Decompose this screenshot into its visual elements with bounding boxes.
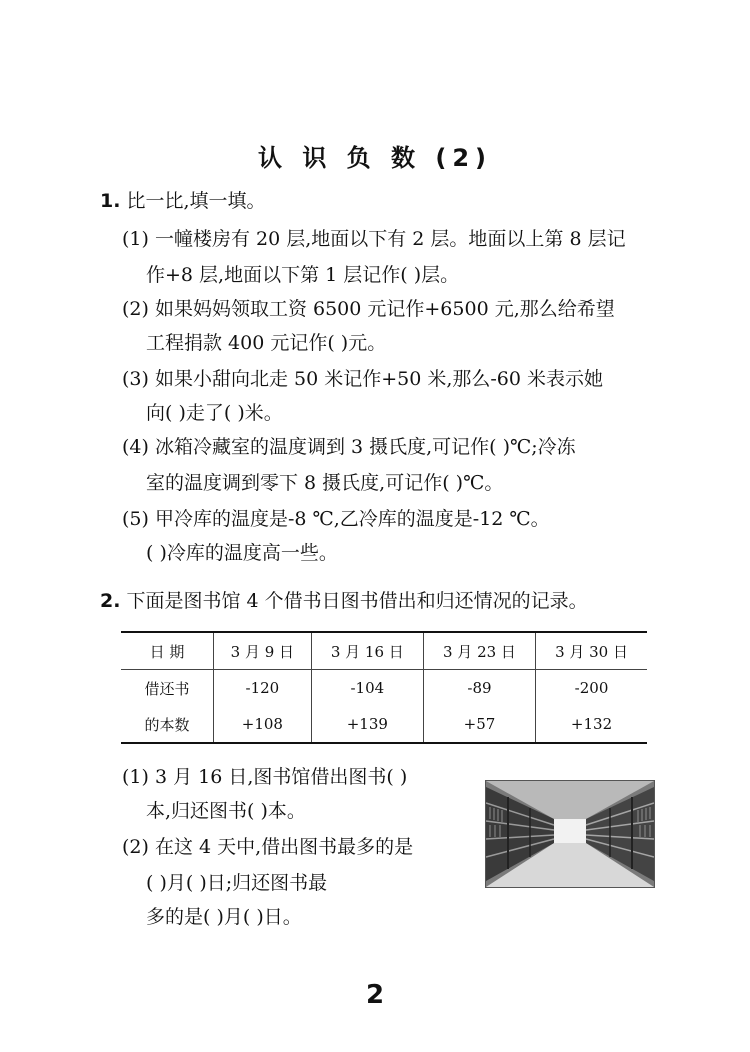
bookshelves-icon (486, 781, 654, 887)
table-cell: +108 (214, 706, 312, 743)
q1-item-4-line-2: 室的温度调到零下 8 摄氏度,可记作( )℃。 (146, 472, 504, 494)
question-2 (100, 588, 588, 614)
q1-item-2-line-2: 工程捐款 400 元记作( )元。 (146, 332, 387, 354)
table-cell: +132 (536, 706, 647, 743)
q2-item-2-line-1: (2) 在这 4 天中,借出图书最多的是 (122, 836, 414, 858)
question-stem: 下面是图书馆 4 个借书日图书借出和归还情况的记录。 (126, 590, 588, 612)
table-cell: +57 (423, 706, 535, 743)
q1-item-4-line-1: (4) 冰箱冷藏室的温度调到 3 摄氏度,可记作( )℃;冷冻 (122, 436, 576, 458)
q1-item-1-line-1: (1) 一幢楼房有 20 层,地面以下有 2 层。地面以上第 8 层记 (122, 228, 626, 250)
table-cell: -200 (536, 670, 647, 707)
q2-item-2-line-2: ( )月( )日;归还图书最 (146, 872, 328, 894)
page-title: 认 识 负 数 (2) (257, 144, 493, 172)
table-cell: -120 (214, 670, 312, 707)
table-row (121, 706, 647, 743)
row-label: 借还书 (144, 679, 190, 698)
q1-item-3-line-2: 向( )走了( )米。 (146, 402, 283, 424)
question-1 (100, 188, 266, 214)
q1-item-5-line-1: (5) 甲冷库的温度是-8 ℃,乙冷库的温度是-12 ℃。 (122, 508, 550, 530)
table-cell: -104 (311, 670, 423, 707)
question-number: 1. (100, 190, 121, 212)
question-number: 2. (100, 590, 121, 612)
q1-item-5-line-2: ( )冷库的温度高一些。 (146, 542, 338, 564)
table-row (121, 670, 647, 707)
table-cell: +139 (311, 706, 423, 743)
row-label: 的本数 (121, 706, 214, 743)
table-header-cell: 3 月 16 日 (311, 632, 423, 670)
page-number: 2 (365, 980, 385, 1010)
library-bookshelves-photo (485, 780, 655, 888)
borrow-return-table (121, 631, 647, 744)
table-cell: -89 (423, 670, 535, 707)
table-header-row (121, 632, 647, 670)
table-header-cell: 3 月 9 日 (214, 632, 312, 670)
q2-item-1-line-1: (1) 3 月 16 日,图书馆借出图书( ) (122, 766, 408, 788)
table-header-cell: 日 期 (121, 632, 214, 670)
question-stem: 比一比,填一填。 (126, 190, 266, 212)
table-header-cell: 3 月 30 日 (536, 632, 647, 670)
q2-item-1-line-2: 本,归还图书( )本。 (146, 800, 306, 822)
table-header-cell: 3 月 23 日 (423, 632, 535, 670)
q1-item-3-line-1: (3) 如果小甜向北走 50 米记作+50 米,那么-60 米表示她 (122, 368, 604, 390)
q1-item-2-line-1: (2) 如果妈妈领取工资 6500 元记作+6500 元,那么给希望 (122, 298, 615, 320)
q2-item-2-line-3: 多的是( )月( )日。 (146, 906, 302, 928)
q1-item-1-line-2: 作+8 层,地面以下第 1 层记作( )层。 (146, 264, 460, 286)
